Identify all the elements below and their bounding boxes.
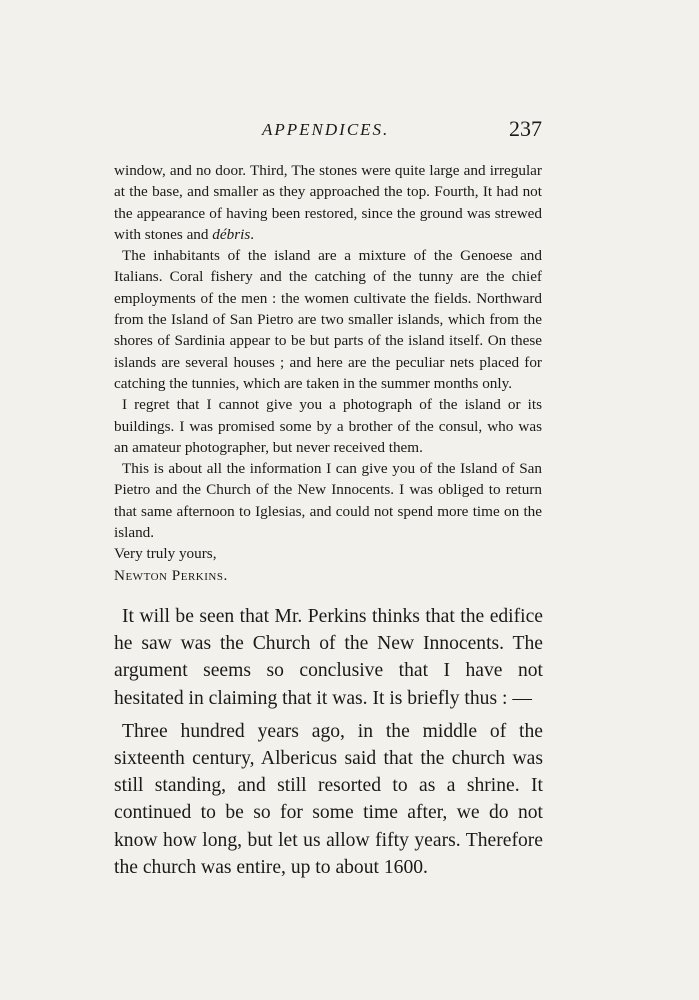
main-paragraph-2: Three hundred years ago, in the middle of the sixteenth century, Albericus said that the church was still standing, and still resorted to as a shrine. It continued to be so for some time after, we do not know how long, but let us allow fifty years. Therefore the church was entire, up to about 1600.	[114, 720, 543, 878]
page-number: 237	[509, 116, 542, 141]
letter-text	[114, 160, 542, 586]
page-header	[114, 116, 542, 146]
letter-paragraph-4: This is about all the information I can give you of the Island of San Pietro and the Church of the New Innocents. I was obliged to return that same afternoon to Iglesias, and could not spend more time on the island.	[114, 460, 542, 542]
letter-paragraph-2: The inhabitants of the island are a mixture of the Genoese and Italians. Coral fishery and the catching of the tunny are the chief employments of the men : the women cultivate the fields. Northward from the Island of San Pietro are two smaller islands, which from the shores of Sardinia appear to be but parts of the island itself. On these islands are several houses ; and here are the peculiar nets placed for catching the tunnies, which are taken in the summer months only.	[114, 247, 542, 392]
running-head: APPENDICES.	[262, 120, 390, 139]
main-paragraph-1: It will be seen that Mr. Perkins thinks that the edifice he saw was the Church of the New Innocents. The argument seems so conclusive that I have not hesitated in claiming that it was. It is briefly thus : —	[114, 606, 543, 709]
letter-paragraph-1	[114, 160, 542, 245]
letter-paragraph-1-end: .	[250, 225, 255, 243]
letter-paragraph-3: I regret that I cannot give you a photograph of the island or its buildings. I was promised some by a brother of the consul, who was an amateur photographer, but never received them.	[114, 396, 542, 456]
letter-paragraph-1-text: window, and no door. Third, The stones were quite large and irregular at the base, and smaller as they approached the top. Fourth, It had not the appearance of having been restored, since the ground was strewed with stones and	[114, 162, 542, 243]
letter-signature: Newton Perkins.	[114, 566, 228, 584]
letter-closing: Very truly yours,	[114, 545, 217, 563]
main-text	[114, 603, 543, 881]
letter-paragraph-1-italic: débris	[212, 225, 251, 243]
